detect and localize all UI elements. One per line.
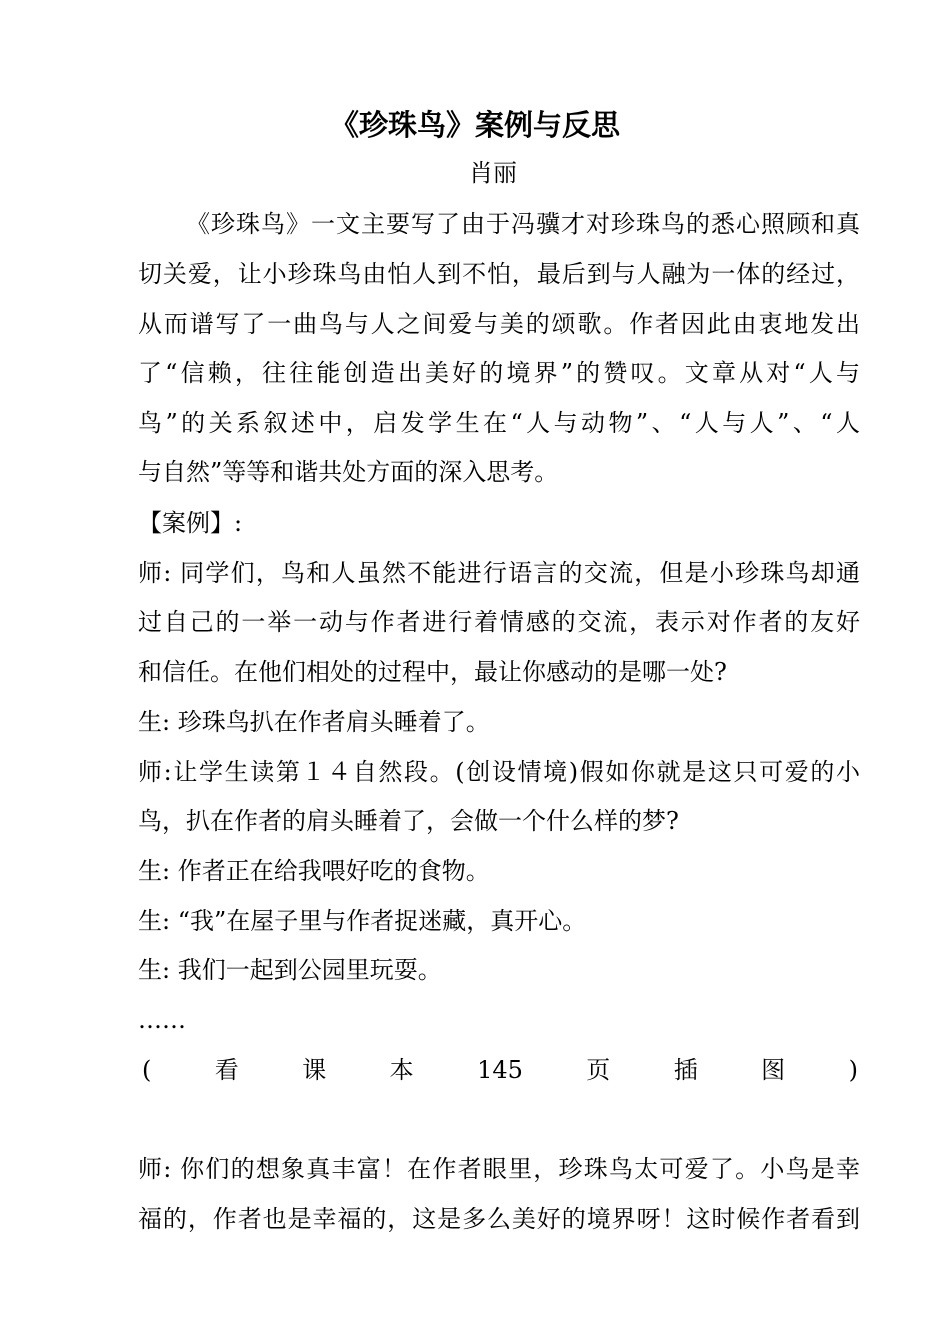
intro-line: 从而谱写了一曲鸟与人之间爱与美的颂歌。作者因此由衷地发出 xyxy=(138,310,860,338)
case-line: 师:让学生读第１４自然段。(创设情境)假如你就是这只可爱的小 xyxy=(138,758,860,786)
case-line: 生: “我”在屋子里与作者捉迷藏，真开心。 xyxy=(138,907,587,935)
note-char: 本 xyxy=(389,1056,414,1084)
note-char: 看 xyxy=(214,1056,239,1084)
note-char: ( xyxy=(142,1056,152,1084)
note-char: 145 xyxy=(477,1056,523,1084)
case-line: 鸟，扒在作者的肩头睡着了，会做一个什么样的梦? xyxy=(138,807,679,835)
intro-line: 与自然”等等和谐共处方面的深入思考。 xyxy=(138,458,559,486)
textbook-note xyxy=(142,1050,858,1090)
ellipsis: …… xyxy=(138,1006,186,1034)
case-line: 生: 作者正在给我喂好吃的食物。 xyxy=(138,857,490,885)
closing-line: 师: 你们的想象真丰富！在作者眼里，珍珠鸟太可爱了。小鸟是幸 xyxy=(138,1155,860,1183)
intro-line: 了“信赖，往往能创造出美好的境界”的赞叹。文章从对“人与 xyxy=(138,359,860,387)
case-line: 生: 珍珠鸟扒在作者肩头睡着了。 xyxy=(138,708,490,736)
case-line: 和信任。在他们相处的过程中，最让你感动的是哪一处? xyxy=(138,658,727,686)
intro-line: 鸟”的关系叙述中，启发学生在“人与动物”、“人与人”、“人 xyxy=(138,409,860,437)
note-char: 插 xyxy=(673,1056,698,1084)
intro-line: 《珍珠鸟》一文主要写了由于冯骥才对珍珠鸟的悉心照顾和真 xyxy=(186,210,860,238)
note-char: 图 xyxy=(761,1056,786,1084)
case-line: 生: 我们一起到公园里玩耍。 xyxy=(138,956,442,984)
closing-line: 福的，作者也是幸福的，这是多么美好的境界呀！这时候作者看到 xyxy=(138,1205,860,1233)
note-char: 课 xyxy=(302,1056,327,1084)
note-char: ) xyxy=(848,1056,858,1084)
note-char: 页 xyxy=(586,1056,611,1084)
intro-line: 切关爱，让小珍珠鸟由怕人到不怕，最后到与人融为一体的经过， xyxy=(138,260,860,288)
author-name: 肖丽 xyxy=(469,159,517,187)
case-line: 过自己的一举一动与作者进行着情感的交流，表示对作者的友好 xyxy=(138,608,860,636)
case-heading: 【案例】: xyxy=(138,509,243,537)
document-title: 《珍珠鸟》案例与反思 xyxy=(329,108,620,142)
case-line: 师: 同学们，鸟和人虽然不能进行语言的交流，但是小珍珠鸟却通 xyxy=(138,559,860,587)
